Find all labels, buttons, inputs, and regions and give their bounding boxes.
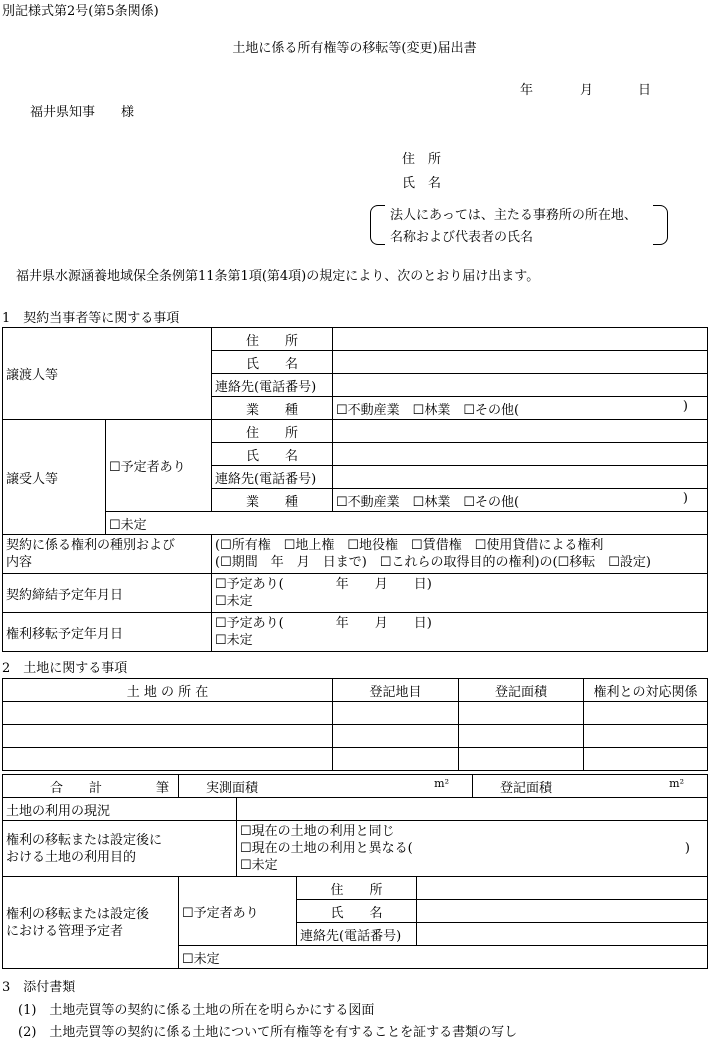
contract-date-planned: ☐予定あり( 年 月 日) xyxy=(215,577,432,592)
manager-address-field[interactable] xyxy=(417,877,708,900)
transferee-address-label: 住 所 xyxy=(212,420,333,443)
date-day: 日 xyxy=(638,83,652,98)
land-summary-table xyxy=(2,774,708,877)
transferor-address-field[interactable] xyxy=(333,328,708,351)
rights-type-label xyxy=(3,535,212,574)
transferor-address-label: 住 所 xyxy=(212,328,333,351)
manager-undecided-checkbox[interactable]: ☐未定 xyxy=(179,946,708,969)
purpose-same: ☐現在の土地の利用と同じ xyxy=(240,824,395,839)
transferee-contact-field[interactable] xyxy=(333,466,708,489)
applicant-address-label: 住 所 xyxy=(402,152,442,167)
section1-heading: 1 契約当事者等に関する事項 xyxy=(2,311,180,326)
attachment-item-1: (1) 土地売買等の契約に係る土地の所在を明らかにする図面 xyxy=(18,1003,375,1018)
form-number: 別記様式第2号(第5条関係) xyxy=(2,4,159,19)
close-paren: ) xyxy=(682,490,688,506)
measured-area-cell[interactable] xyxy=(179,775,473,798)
manager-name-field[interactable] xyxy=(417,900,708,923)
relation-header: 権利との対応関係 xyxy=(584,679,708,702)
transferor-contact-label: 連絡先(電話番号) xyxy=(212,374,333,397)
purpose-label xyxy=(3,821,237,877)
corp-note-line2: 名称および代表者の氏名 xyxy=(390,230,534,245)
business-options-text: ☐不動産業 ☐林業 ☐その他( xyxy=(336,494,520,510)
purpose-diff: ☐現在の土地の利用と異なる( xyxy=(240,841,413,856)
attachment-item-2: (2) 土地売買等の契約に係る土地について所有権等を有することを証する書類の写し xyxy=(18,1025,518,1040)
section2-heading: 2 土地に関する事項 xyxy=(2,661,128,676)
rights-line1: (☐所有権 ☐地上権 ☐地役権 ☐賃借権 ☐使用貸借による権利 xyxy=(215,538,604,553)
purpose-options[interactable] xyxy=(237,821,708,877)
intro-text: 福井県水源涵養地域保全条例第11条第1項(第4項)の規定により、次のとおり届け出ます。 xyxy=(16,269,540,284)
contract-date-label: 契約締結予定年月日 xyxy=(3,574,212,613)
transferee-address-field[interactable] xyxy=(333,420,708,443)
transferor-name-label: 氏 名 xyxy=(212,351,333,374)
transferee-name-label: 氏 名 xyxy=(212,443,333,466)
rights-label-line1: 契約に係る権利の種別および xyxy=(6,538,176,553)
business-options-text: ☐不動産業 ☐林業 ☐その他( xyxy=(336,402,520,418)
manager-planned-checkbox[interactable]: ☐予定者あり xyxy=(179,877,297,946)
contract-parties-table xyxy=(2,327,708,652)
corp-note-line1: 法人にあっては、主たる事務所の所在地、 xyxy=(390,208,637,223)
transferor-business-label: 業 種 xyxy=(212,397,333,420)
manager-contact-label: 連絡先(電話番号) xyxy=(297,923,417,946)
reg-category-cell[interactable] xyxy=(333,702,459,725)
transferee-planned-checkbox[interactable]: ☐予定者あり xyxy=(106,420,212,512)
relation-cell[interactable] xyxy=(584,748,708,771)
transfer-date-planned: ☐予定あり( 年 月 日) xyxy=(215,616,432,631)
transferor-contact-field[interactable] xyxy=(333,374,708,397)
manager-label-line1: 権利の移転または設定後 xyxy=(6,906,150,922)
transferee-name-field[interactable] xyxy=(333,443,708,466)
rights-type-options[interactable] xyxy=(212,535,708,574)
measured-area-label: 実測面積 xyxy=(206,780,259,796)
contract-date-undecided: ☐未定 xyxy=(215,594,253,609)
measured-area-unit: m² xyxy=(434,776,450,790)
transferee-contact-label: 連絡先(電話番号) xyxy=(212,466,333,489)
land-location-cell[interactable] xyxy=(3,702,333,725)
transfer-date-undecided: ☐未定 xyxy=(215,633,253,648)
current-use-field[interactable] xyxy=(237,798,708,821)
manager-contact-field[interactable] xyxy=(417,923,708,946)
reg-area-cell[interactable] xyxy=(459,702,584,725)
relation-cell[interactable] xyxy=(584,702,708,725)
registered-area-label: 登記面積 xyxy=(500,780,553,796)
land-table xyxy=(2,678,708,771)
purpose-label-line1: 権利の移転または設定後に xyxy=(6,832,163,848)
close-paren: ) xyxy=(684,841,690,856)
right-bracket xyxy=(653,205,668,245)
transferee-label: 譲受人等 xyxy=(3,420,106,535)
manager-name-label: 氏 名 xyxy=(297,900,417,923)
document-title: 土地に係る所有権等の移転等(変更)届出書 xyxy=(232,41,477,56)
purpose-undecided: ☐未定 xyxy=(240,858,278,873)
transferee-business-label: 業 種 xyxy=(212,489,333,512)
manager-label-line2: における管理予定者 xyxy=(6,923,124,939)
rights-line2: (☐期間 年 月 日まで) ☐これらの取得目的の権利)の(☐移転 ☐設定) xyxy=(215,555,651,570)
transfer-date-options[interactable] xyxy=(212,613,708,652)
transferee-business-options[interactable] xyxy=(333,489,708,512)
registered-area-cell[interactable] xyxy=(473,775,708,798)
purpose-label-line2: おける土地の利用目的 xyxy=(6,849,137,865)
date-month: 月 xyxy=(580,83,594,98)
transferor-name-field[interactable] xyxy=(333,351,708,374)
manager-table xyxy=(2,876,708,969)
transferee-undecided-checkbox[interactable]: ☐未定 xyxy=(106,512,708,535)
reg-area-header: 登記面積 xyxy=(459,679,584,702)
contract-date-options[interactable] xyxy=(212,574,708,613)
transferor-label: 譲渡人等 xyxy=(3,328,212,420)
registered-area-unit: m² xyxy=(669,776,684,790)
manager-address-label: 住 所 xyxy=(297,877,417,900)
reg-area-cell[interactable] xyxy=(459,748,584,771)
total-parcels-cell[interactable] xyxy=(3,775,179,798)
total-label: 合 計 xyxy=(50,780,103,796)
reg-category-cell[interactable] xyxy=(333,748,459,771)
manager-label xyxy=(3,877,179,969)
reg-area-cell[interactable] xyxy=(459,725,584,748)
land-location-cell[interactable] xyxy=(3,748,333,771)
reg-category-cell[interactable] xyxy=(333,725,459,748)
applicant-name-label: 氏 名 xyxy=(402,176,442,191)
section3-heading: 3 添付書類 xyxy=(2,980,76,995)
parcels-unit: 筆 xyxy=(155,780,169,796)
left-bracket xyxy=(370,205,385,245)
addressee: 福井県知事 様 xyxy=(30,105,135,120)
transfer-date-label: 権利移転予定年月日 xyxy=(3,613,212,652)
transferor-business-options[interactable] xyxy=(333,397,708,420)
date-year: 年 xyxy=(520,83,534,98)
close-paren: ) xyxy=(682,398,688,414)
current-use-label: 土地の利用の現況 xyxy=(3,798,237,821)
rights-label-line2: 内容 xyxy=(6,555,33,570)
relation-cell[interactable] xyxy=(584,725,708,748)
land-location-header: 土 地 の 所 在 xyxy=(3,679,333,702)
land-location-cell[interactable] xyxy=(3,725,333,748)
reg-category-header: 登記地目 xyxy=(333,679,459,702)
